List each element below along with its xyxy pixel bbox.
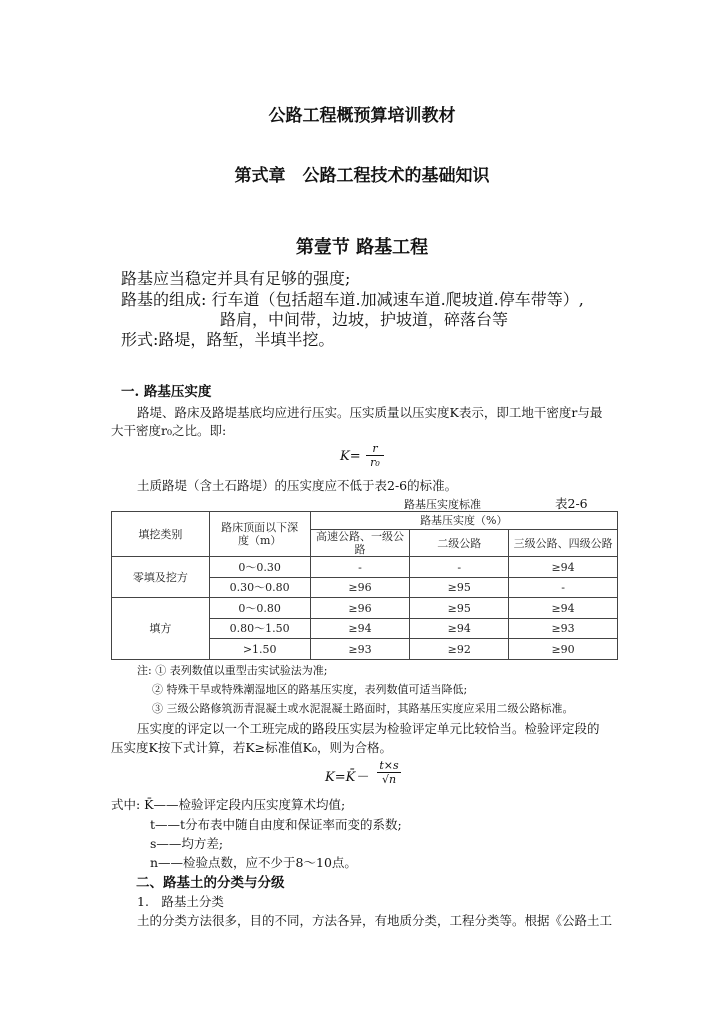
formula-lhs: K=: [340, 449, 361, 464]
table-cell: -: [410, 557, 509, 578]
definition-line: 式中: K̄——检验评定段内压实度算术均值;: [111, 797, 346, 812]
intro-line: 路基的组成: 行车道（包括超车道.加减速车道.爬坡道.停车带等）,: [121, 290, 584, 309]
table-row: [112, 598, 618, 619]
document-title: 公路工程概预算培训教材: [268, 106, 456, 126]
table-number: 表2-6: [555, 496, 588, 511]
paragraph-line: 压实度的评定以一个工班完成的路段压实层为检验评定单元比较恰当。检验评定段的: [137, 721, 600, 736]
intro-line: 路基应当稳定并具有足够的强度;: [121, 269, 351, 288]
formula-lhs: K=K̄－: [325, 770, 369, 785]
table-cell: 0～0.80: [209, 598, 310, 619]
fraction-numerator: t×s: [379, 759, 399, 772]
table-cell: ≥92: [410, 639, 509, 660]
table-cell: >1.50: [209, 639, 310, 660]
compaction-table: [111, 511, 618, 660]
table-row: [112, 557, 618, 578]
section-heading: 二、路基土的分类与分级: [136, 875, 285, 891]
header-cell: 路基压实度（%）: [310, 512, 617, 530]
table-cell: ≥90: [509, 639, 618, 660]
table-cell: ≥95: [410, 598, 509, 619]
table-cell: 0～0.30: [209, 557, 310, 578]
chapter-title: 第式章 公路工程技术的基础知识: [234, 166, 490, 186]
subheader-cell: 三级公路、四级公路: [509, 530, 618, 557]
table-cell: -: [509, 578, 618, 598]
fraction: [366, 442, 384, 469]
table-cell: ≥94: [310, 619, 410, 639]
table-cell: ≥93: [310, 639, 410, 660]
table-cell: 0.80～1.50: [209, 619, 310, 639]
table-cell: 0.30～0.80: [209, 578, 310, 598]
table-cell: ≥95: [410, 578, 509, 598]
table-header-row: [112, 512, 618, 530]
paragraph-line: 土质路堤（含土石路堤）的压实度应不低于表2-6的标准。: [137, 478, 458, 493]
table-note: 注: ① 表列数值以重型击实试验法为准;: [137, 664, 328, 677]
table-note: ② 特殊干旱或特殊潮湿地区的路基压实度，表列数值可适当降低;: [152, 683, 468, 696]
subsection-heading: 1. 路基土分类: [137, 894, 224, 909]
paragraph-line: 土的分类方法很多，目的不同，方法各异，有地质分类，工程分类等。根据《公路土工: [137, 913, 613, 928]
definition-line: t——t分布表中随自由度和保证率而变的系数;: [150, 817, 402, 832]
table-cell: ≥96: [310, 578, 410, 598]
intro-line: 路肩，中间带，边坡，护坡道，碎落台等: [220, 310, 509, 329]
subheader-cell: 高速公路、一级公路: [310, 530, 410, 557]
definition-line: s——均方差;: [150, 836, 224, 851]
section-title: 第壹节 路基工程: [295, 237, 429, 258]
table-cell: ≥96: [310, 598, 410, 619]
header-cell: 填挖类别: [112, 512, 210, 557]
fraction-denominator: r₀: [370, 456, 380, 469]
fraction-numerator: r: [372, 442, 378, 455]
fraction: [377, 759, 401, 786]
table-cell: ≥94: [509, 557, 618, 578]
intro-line: 形式:路堤，路堑，半填半挖。: [121, 330, 335, 349]
subheader-cell: 二级公路: [410, 530, 509, 557]
table-caption: 路基压实度标准: [404, 498, 481, 511]
header-cell: 路床顶面以下深度（m）: [209, 512, 310, 557]
table-cell: ≥94: [410, 619, 509, 639]
section-heading: 一. 路基压实度: [121, 384, 212, 400]
fraction-denominator: √n: [381, 773, 397, 786]
definition-line: n——检验点数，应不少于8～10点。: [150, 855, 357, 870]
paragraph-line: 路堤、路床及路堤基底均应进行压实。压实质量以压实度K表示，即工地干密度r与最: [137, 405, 603, 420]
table-cell: 填方: [112, 598, 210, 660]
table-cell: 零填及挖方: [112, 557, 210, 598]
paragraph-line: 大干密度r₀之比。即:: [111, 423, 227, 438]
table-note: ③ 三级公路修筑沥青混凝土或水泥混凝土路面时，其路基压实度应采用二级公路标准。: [152, 702, 574, 715]
table-cell: ≥94: [509, 598, 618, 619]
paragraph-line: 压实度K按下式计算，若K≥标准值K₀，则为合格。: [111, 740, 393, 755]
table-cell: -: [310, 557, 410, 578]
table-cell: ≥93: [509, 619, 618, 639]
